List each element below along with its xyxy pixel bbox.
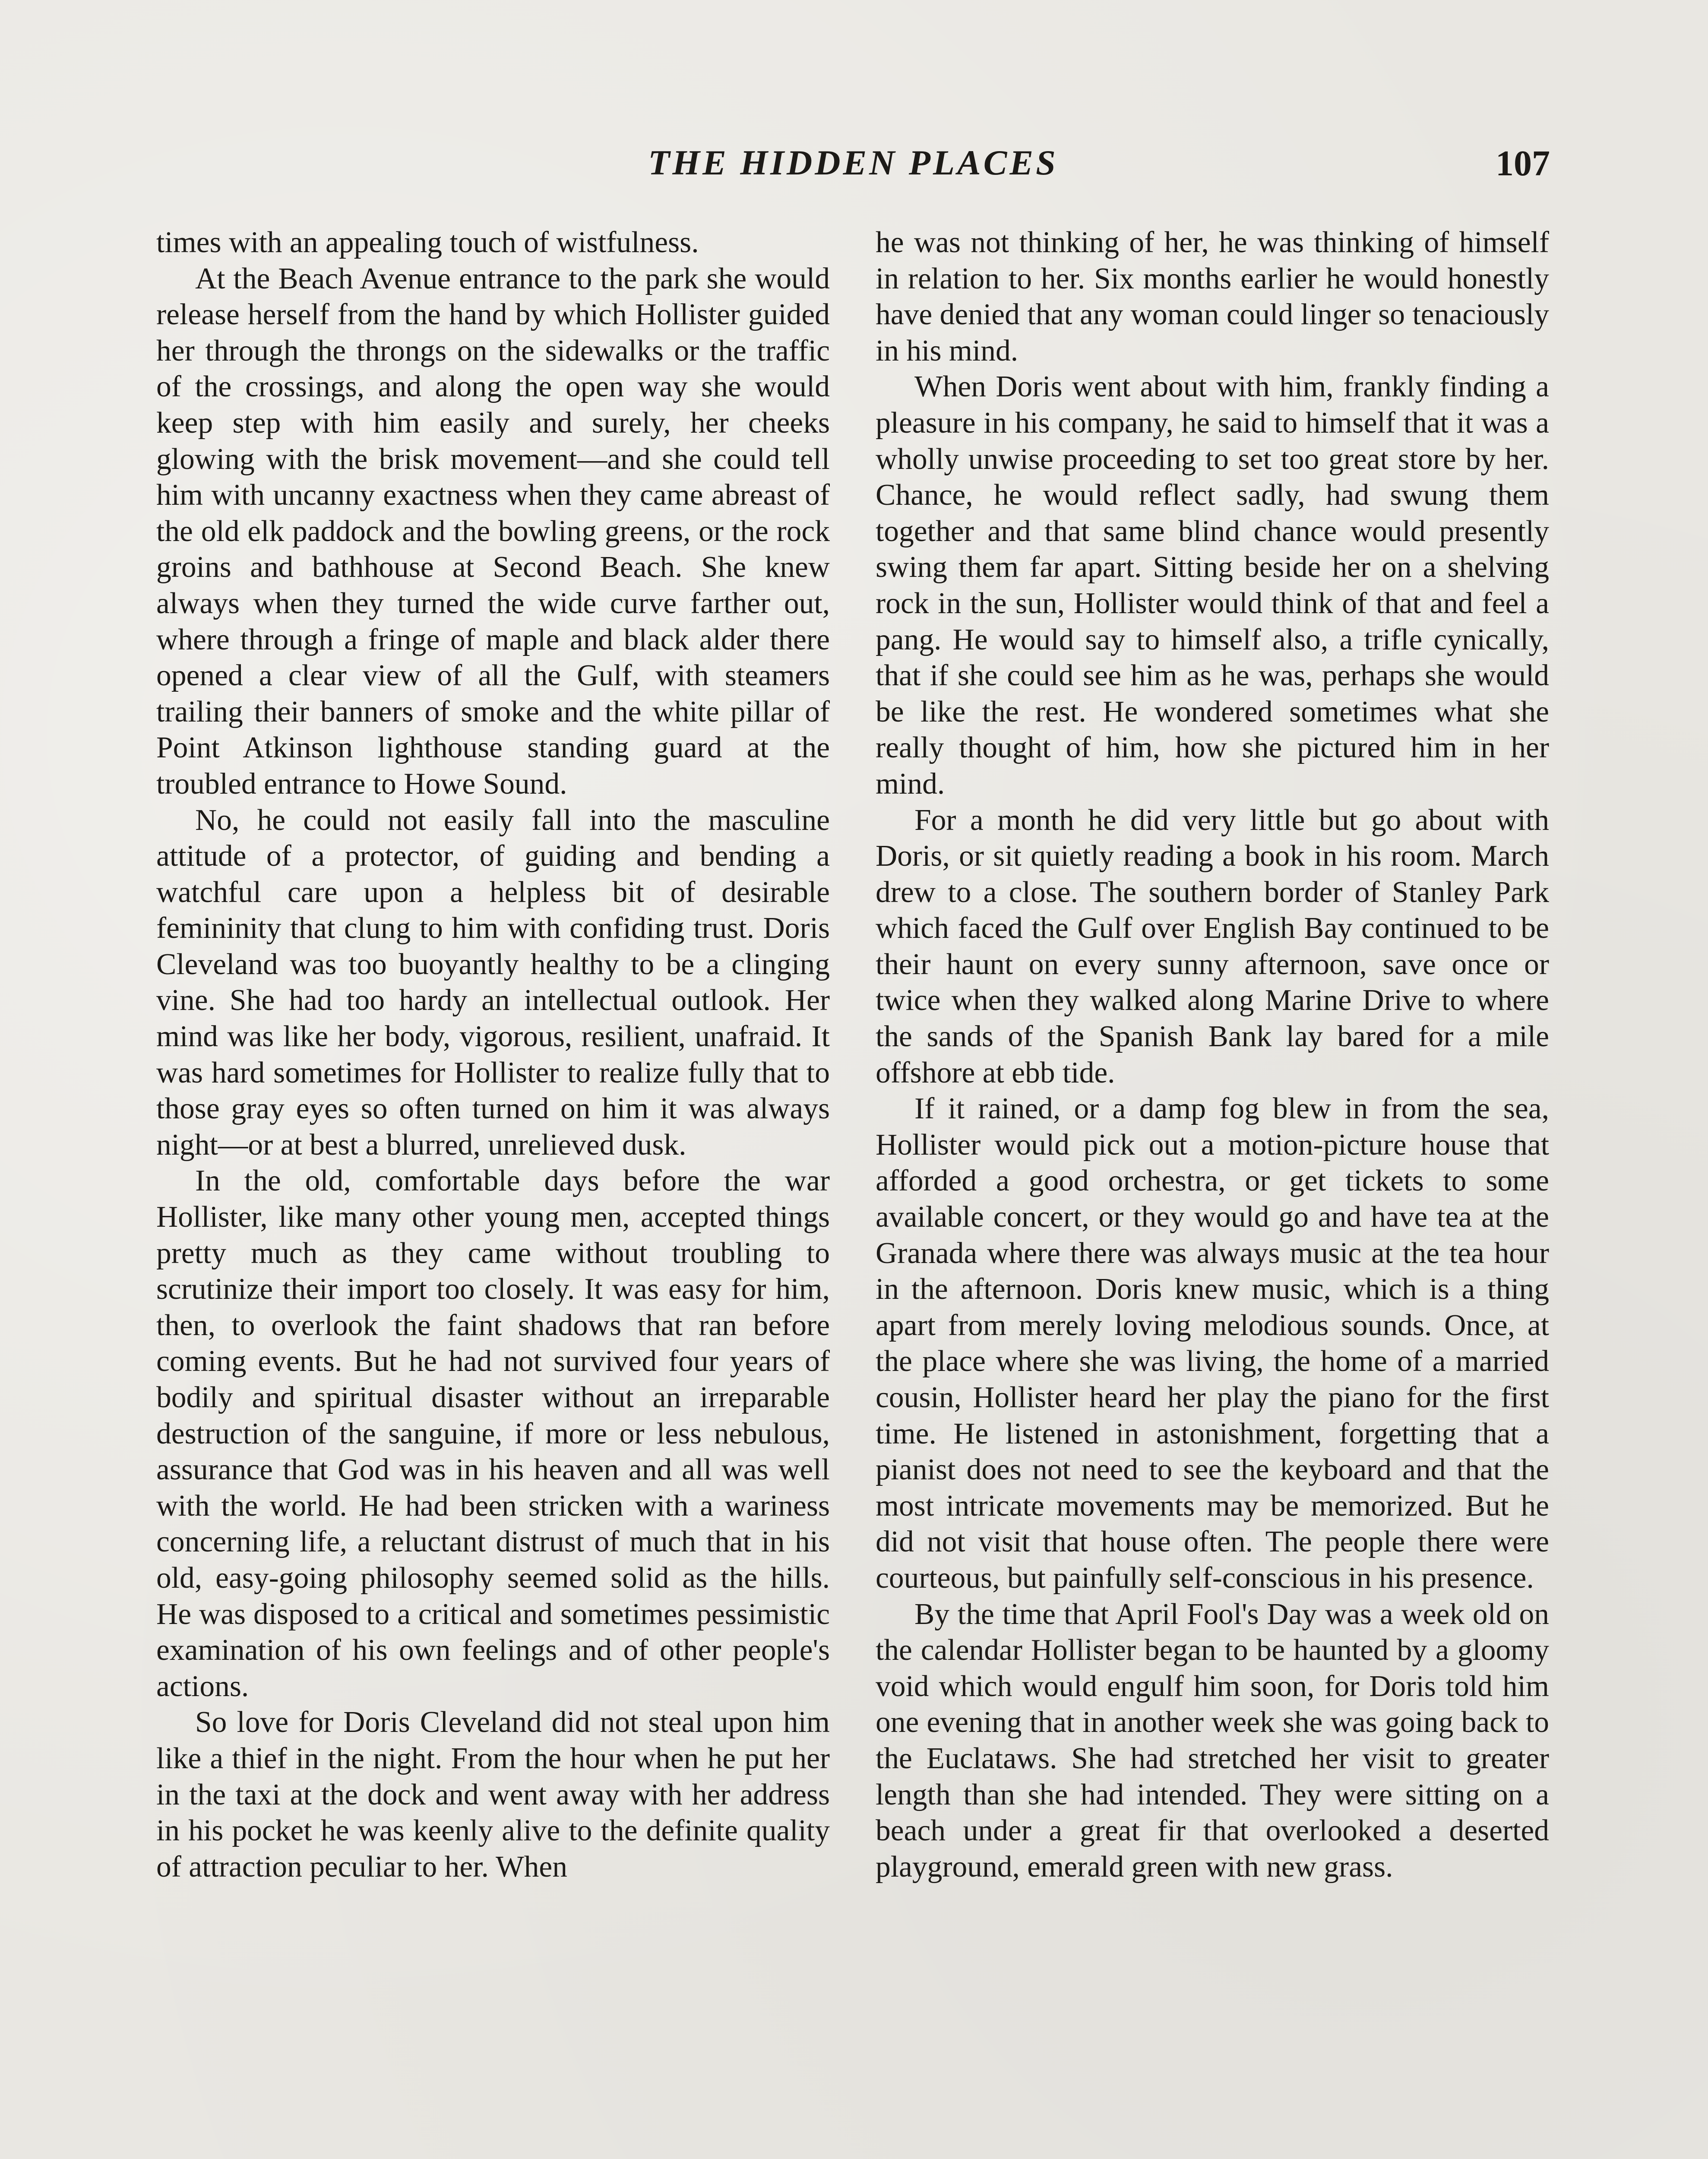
paragraph: By the time that April Fool's Day was a week old on the calendar Hollister began to be haunted by a gloomy void which would engulf him soon, for Doris told him one evening that in another week she was going back to the Euclataws. She had stretched her visit to greater length than she had intended. They were sitting on a beach under a great fir that overlooked a deserted playground, emerald green with new grass. — [876, 1597, 1549, 1884]
paragraph: So love for Doris Cleveland did not steal upon him like a thief in the night. From the hour when he put her in the taxi at the dock and went away with her address in his pocket he was keenly alive to the definite quality of attraction peculiar to her. When — [156, 1706, 830, 1884]
paragraph: For a month he did very little but go about with Doris, or sit quietly reading a book in his room. March drew to a close. The southern border of Stanley Park which faced the Gulf over English Bay continued to be their haunt on every sunny afternoon, save once or twice when they walked along Marine Drive to where the sands of the Spanish Bank lay bared for a mile offshore at ebb tide. — [876, 803, 1549, 1089]
paragraph: When Doris went about with him, frankly finding a pleasure in his company, he said to himself that it was a wholly unwise proceeding to set too great store by her. Chance, he would reflect sadly, had swung them together and that same blind chance would presently swing them far apart. Sitting beside her on a shelving rock in the sun, Hollister would think of that and feel a pang. He would say to himself also, a trifle cynically, that if she could see him as he was, perhaps she would be like the rest. He wondered sometimes what she really thought of him, how she pictured him in her mind. — [876, 370, 1549, 801]
paragraph: At the Beach Avenue entrance to the park she would release herself from the hand by which Hollister guided her through the throngs on the sidewalks or the traffic of the crossings, and along the open way she would keep step with him easily and surely, her cheeks glowing with the brisk movement—and she could tell him with uncanny exactness when they came abreast of the old elk paddock and the bowling greens, or the rock groins and bathhouse at Second Beach. She knew always when they turned the wide curve farther out, where through a fringe of maple and black alder there opened a clear view of all the Gulf, with steamers trailing their banners of smoke and the white pillar of Point Atkinson lighthouse standing guard at the troubled entrance to Howe Sound. — [156, 262, 830, 801]
right-text-column — [876, 225, 1549, 2159]
page-header — [156, 142, 1550, 194]
running-title: THE HIDDEN PLACES — [648, 143, 1058, 182]
paragraph: No, he could not easily fall into the masculine attitude of a protector, of guiding and bending a watchful care upon a helpless bit of desirable femininity that clung to him with confiding trust. Doris Cleveland was too buoyantly healthy to be a clinging vine. She had too hardy an intellectual outlook. Her mind was like her body, vigorous, resilient, unafraid. It was hard sometimes for Hollister to realize fully that to those gray eyes so often turned on him it was always night—or at best a blurred, unrelieved dusk. — [156, 803, 830, 1162]
left-text-column — [156, 225, 830, 2159]
paragraph: he was not thinking of her, he was thinking of himself in relation to her. Six months earlier he would honestly have denied that any woman could linger so tenaciously in his mind. — [876, 226, 1549, 367]
paragraph: times with an appealing touch of wistfulness. — [156, 226, 699, 259]
page-number: 107 — [1496, 143, 1550, 184]
paragraph: If it rained, or a damp fog blew in from the sea, Hollister would pick out a motion-picture house that afforded a good orchestra, or get tickets to some available concert, or they would go and have tea at the Granada where there was always music at the tea hour in the afternoon. Doris knew music, which is a thing apart from merely loving melodious sounds. Once, at the place where she was living, the home of a married cousin, Hollister heard her play the piano for the first time. He listened in astonishment, forgetting that a pianist does not need to see the keyboard and that the most intricate movements may be memorized. But he did not visit that house often. The people there were courteous, but painfully self-conscious in his presence. — [876, 1092, 1549, 1595]
paragraph: In the old, comfortable days before the war Hollister, like many other young men, accepted things pretty much as they came without troubling to scrutinize their import too closely. It was easy for him, then, to overlook the faint shadows that ran before coming events. But he had not survived four years of bodily and spiritual disaster without an irreparable destruction of the sanguine, if more or less nebulous, assurance that God was in his heaven and all was well with the world. He had been stricken with a wariness concerning life, a reluctant distrust of much that in his old, easy-going philosophy seemed solid as the hills. He was disposed to a critical and sometimes pessimistic examination of his own feelings and of other people's actions. — [156, 1164, 830, 1703]
